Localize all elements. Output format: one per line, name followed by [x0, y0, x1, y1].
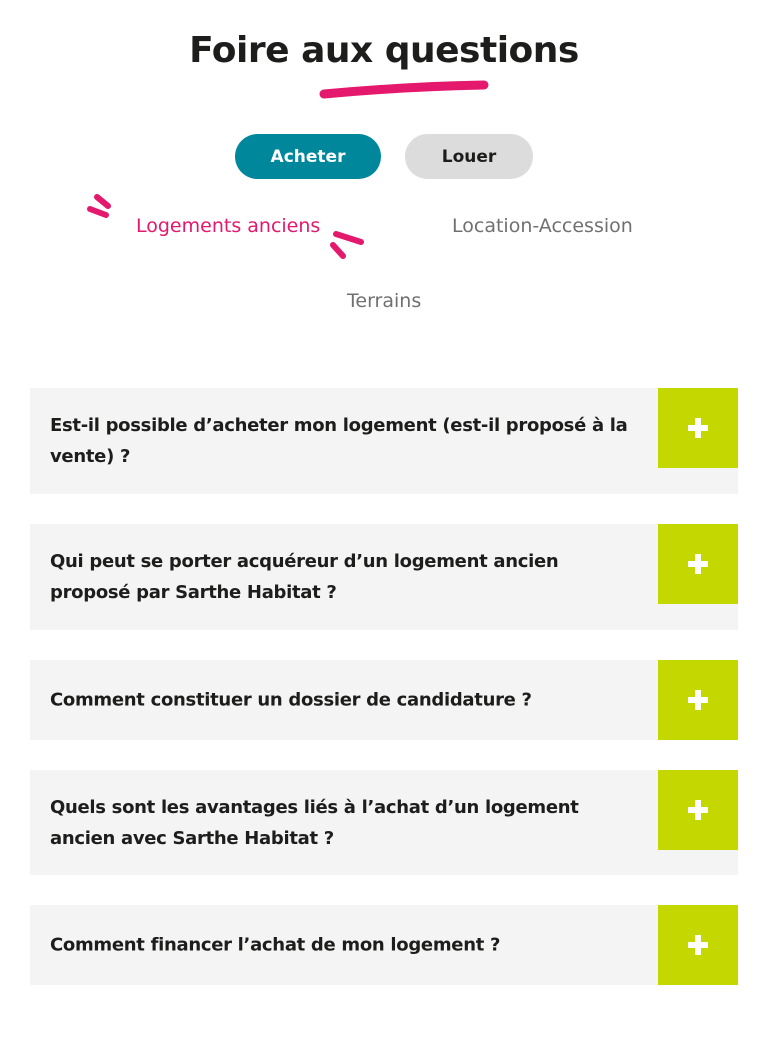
faq-question[interactable]: Comment constituer un dossier de candidature ?	[50, 689, 532, 711]
subtab-logements-anciens[interactable]: Logements anciens	[136, 215, 321, 237]
expand-button[interactable]	[658, 905, 738, 985]
page-header	[0, 30, 768, 71]
faq-question[interactable]: Qui peut se porter acquéreur d’un logement ancien proposé par Sarthe Habitat ?	[50, 551, 559, 603]
plus-icon	[688, 690, 708, 710]
faq-item[interactable]	[30, 388, 738, 494]
faq-question[interactable]: Quels sont les avantages liés à l’achat d’un logement ancien avec Sarthe Habitat ?	[50, 796, 579, 849]
plus-icon	[688, 418, 708, 438]
expand-button[interactable]	[658, 660, 738, 740]
faq-question[interactable]: Est-il possible d’acheter mon logement (est-il proposé à la vente) ?	[50, 415, 628, 467]
faq-item[interactable]	[30, 770, 738, 875]
faq-question[interactable]: Comment financer l’achat de mon logement ?	[50, 934, 501, 956]
plus-icon	[688, 554, 708, 574]
expand-button[interactable]	[658, 388, 738, 468]
title-underline-brushstroke	[318, 80, 490, 100]
sparkle-decoration-right	[326, 226, 370, 262]
tab-louer[interactable]: Louer	[405, 134, 533, 179]
plus-icon	[688, 935, 708, 955]
subtab-terrains[interactable]: Terrains	[347, 290, 422, 312]
page-title: Foire aux questions	[189, 30, 579, 71]
plus-icon	[688, 800, 708, 820]
sparkle-decoration-left	[84, 192, 126, 224]
faq-item[interactable]	[30, 905, 738, 985]
expand-button[interactable]	[658, 524, 738, 604]
tab-acheter[interactable]: Acheter	[235, 134, 381, 179]
expand-button[interactable]	[658, 770, 738, 850]
subtab-location-accession[interactable]: Location-Accession	[452, 215, 633, 237]
faq-item[interactable]	[30, 524, 738, 630]
faq-item[interactable]	[30, 660, 738, 740]
